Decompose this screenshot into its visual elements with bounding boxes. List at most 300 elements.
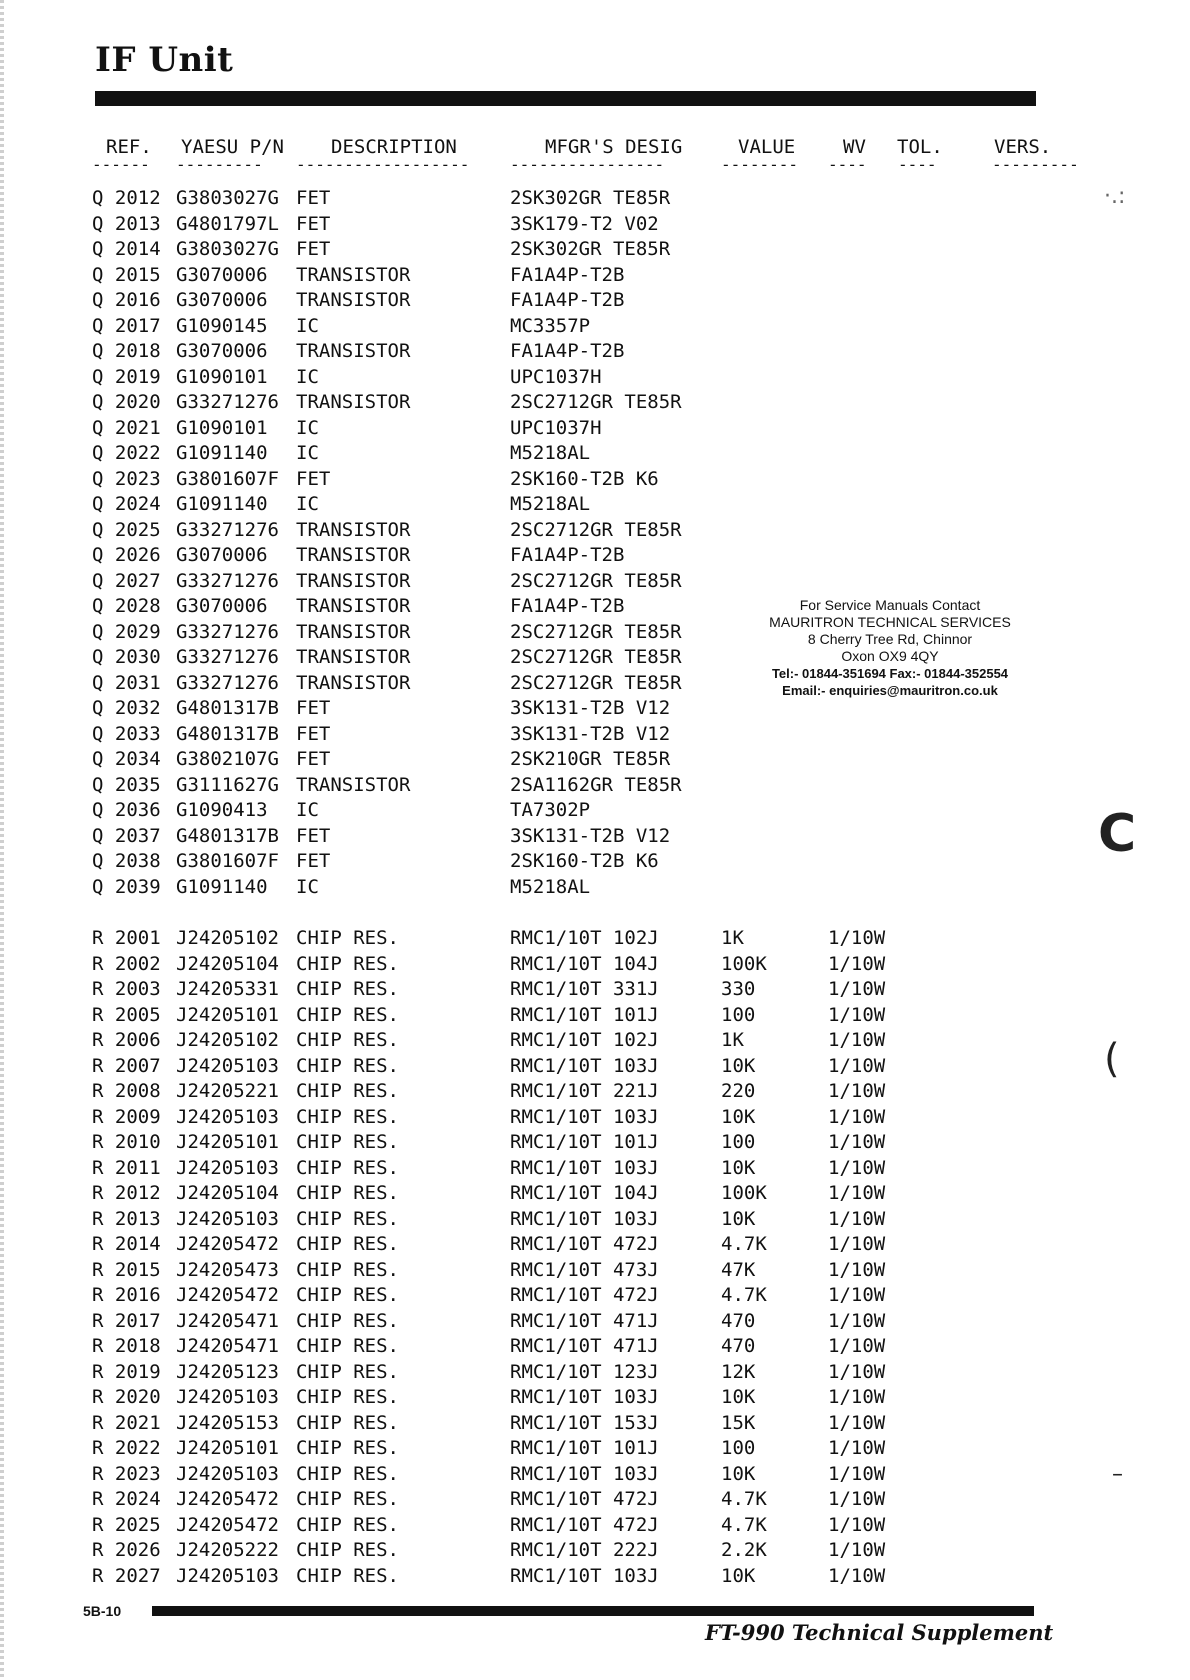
cell-value: 220 — [721, 1080, 756, 1102]
cell-mfgr: FA1A4P-T2B — [510, 289, 625, 311]
cell-mfgr: 3SK179-T2 V02 — [510, 212, 659, 235]
cell-desc: IC — [296, 875, 319, 898]
cell-mfgr: RMC1/10T 104J — [510, 952, 659, 975]
cell-desc: CHIP RES. — [296, 1131, 399, 1153]
cell-pn: J24205101 — [176, 1131, 279, 1153]
table-row — [0, 1105, 1190, 1130]
cell-desc: CHIP RES. — [296, 1029, 399, 1051]
table-row — [0, 1462, 1190, 1487]
dash-desc: ------------------ — [296, 155, 470, 174]
table-row — [0, 722, 1190, 747]
cell-pn: G4801317B — [176, 697, 279, 719]
cell-mfgr: RMC1/10T 331J — [510, 978, 659, 1000]
cell-desc: CHIP RES. — [296, 978, 399, 1000]
cell-desc: CHIP RES. — [296, 1284, 399, 1306]
cell-wv: 1/10W — [828, 1386, 886, 1408]
cell-desc: CHIP RES. — [296, 1411, 399, 1434]
cell-mfgr: RMC1/10T 103J — [510, 1054, 659, 1077]
cell-mfgr: RMC1/10T 473J — [510, 1258, 659, 1281]
header-desc: DESCRIPTION — [331, 136, 457, 158]
cell-pn: G3801607F — [176, 850, 279, 872]
cell-ref: Q 2028 — [92, 595, 161, 617]
cell-value: 15K — [721, 1411, 756, 1434]
cell-mfgr: M5218AL — [510, 493, 591, 515]
contact-line-1: For Service Manuals Contact — [799, 597, 981, 613]
table-row — [0, 1487, 1190, 1512]
cell-value: 4.7K — [721, 1488, 767, 1510]
table-row — [0, 186, 1190, 211]
cell-pn: J24205471 — [176, 1335, 279, 1357]
table-row — [0, 1360, 1190, 1385]
table-row — [0, 1309, 1190, 1334]
cell-ref: R 2002 — [92, 952, 161, 975]
cell-wv: 1/10W — [828, 1131, 886, 1153]
cell-value: 100K — [721, 952, 767, 975]
cell-ref: R 2022 — [92, 1437, 161, 1459]
cell-pn: G33271276 — [176, 646, 279, 668]
table-row — [0, 1513, 1190, 1538]
table-row — [0, 926, 1190, 951]
cell-ref: Q 2031 — [92, 671, 161, 694]
cell-desc: TRANSISTOR — [296, 340, 411, 362]
cell-mfgr: 3SK131-T2B V12 — [510, 722, 671, 745]
table-row — [0, 977, 1190, 1002]
cell-ref: Q 2021 — [92, 416, 161, 439]
cell-mfgr: RMC1/10T 103J — [510, 1564, 659, 1587]
cell-ref: Q 2030 — [92, 646, 161, 668]
table-row — [0, 1156, 1190, 1181]
cell-mfgr: 2SC2712GR TE85R — [510, 518, 682, 541]
cell-ref: Q 2026 — [92, 544, 161, 566]
cell-ref: Q 2018 — [92, 340, 161, 362]
cell-value: 47K — [721, 1258, 756, 1281]
cell-ref: R 2013 — [92, 1207, 161, 1230]
cell-pn: J24205123 — [176, 1360, 279, 1383]
cell-value: 12K — [721, 1360, 756, 1383]
cell-mfgr: RMC1/10T 221J — [510, 1080, 659, 1102]
table-row — [0, 390, 1190, 415]
table-row — [0, 237, 1190, 262]
cell-pn: G33271276 — [176, 391, 279, 413]
cell-value: 4.7K — [721, 1233, 767, 1255]
cell-desc: FET — [296, 467, 331, 490]
table-row — [0, 696, 1190, 721]
cell-ref: R 2017 — [92, 1309, 161, 1332]
cell-pn: J24205472 — [176, 1233, 279, 1255]
cell-value: 330 — [721, 978, 756, 1000]
cell-pn: J24205153 — [176, 1411, 279, 1434]
binder-hole-mark: ( — [1104, 1036, 1120, 1082]
table-row — [0, 416, 1190, 441]
cell-desc: CHIP RES. — [296, 1360, 399, 1383]
cell-ref: Q 2022 — [92, 442, 161, 464]
cell-desc: IC — [296, 416, 319, 439]
cell-ref: R 2018 — [92, 1335, 161, 1357]
cell-desc: IC — [296, 799, 319, 821]
table-row — [0, 212, 1190, 237]
cell-wv: 1/10W — [828, 1080, 886, 1102]
cell-mfgr: RMC1/10T 222J — [510, 1539, 659, 1561]
cell-pn: J24205103 — [176, 1156, 279, 1179]
cell-ref: R 2027 — [92, 1564, 161, 1587]
cell-pn: G1090101 — [176, 416, 268, 439]
cell-mfgr: FA1A4P-T2B — [510, 544, 625, 566]
table-row — [0, 1411, 1190, 1436]
cell-wv: 1/10W — [828, 1258, 886, 1281]
cell-mfgr: FA1A4P-T2B — [510, 340, 625, 362]
cell-mfgr: RMC1/10T 101J — [510, 1131, 659, 1153]
cell-pn: J24205103 — [176, 1564, 279, 1587]
contact-line-4: Oxon OX9 4QY — [841, 648, 939, 664]
cell-pn: J24205103 — [176, 1207, 279, 1230]
cell-ref: Q 2012 — [92, 187, 161, 209]
table-row — [0, 875, 1190, 900]
cell-ref: Q 2016 — [92, 289, 161, 311]
cell-desc: IC — [296, 442, 319, 464]
cell-ref: R 2011 — [92, 1156, 161, 1179]
cell-mfgr: RMC1/10T 103J — [510, 1207, 659, 1230]
cell-pn: J24205103 — [176, 1054, 279, 1077]
cell-ref: Q 2025 — [92, 518, 161, 541]
table-row — [0, 1079, 1190, 1104]
cell-wv: 1/10W — [828, 978, 886, 1000]
cell-ref: R 2019 — [92, 1360, 161, 1383]
header-vers: VERS. — [994, 136, 1052, 158]
cell-ref: R 2008 — [92, 1080, 161, 1102]
table-row — [0, 569, 1190, 594]
cell-desc: TRANSISTOR — [296, 646, 411, 668]
cell-desc: FET — [296, 722, 331, 745]
cell-ref: R 2012 — [92, 1182, 161, 1204]
cell-desc: TRANSISTOR — [296, 595, 411, 617]
table-row — [0, 492, 1190, 517]
cell-mfgr: FA1A4P-T2B — [510, 595, 625, 617]
cell-mfgr: 2SC2712GR TE85R — [510, 646, 682, 668]
contact-line-5: Tel:- 01844-351694 Fax:- 01844-352554 — [771, 666, 1009, 681]
cell-desc: CHIP RES. — [296, 1539, 399, 1561]
cell-ref: R 2016 — [92, 1284, 161, 1306]
scan-speck: ·.: — [1104, 184, 1126, 209]
cell-desc: CHIP RES. — [296, 1182, 399, 1204]
cell-pn: G3070006 — [176, 263, 268, 286]
cell-wv: 1/10W — [828, 1029, 886, 1051]
table-row — [0, 1054, 1190, 1079]
cell-desc: FET — [296, 212, 331, 235]
cell-desc: CHIP RES. — [296, 1488, 399, 1510]
table-row — [0, 952, 1190, 977]
cell-pn: G1090413 — [176, 799, 268, 821]
cell-ref: Q 2014 — [92, 238, 161, 260]
cell-mfgr: RMC1/10T 472J — [510, 1233, 659, 1255]
cell-pn: G3111627G — [176, 773, 279, 796]
cell-ref: Q 2013 — [92, 212, 161, 235]
cell-wv: 1/10W — [828, 1360, 886, 1383]
cell-mfgr: RMC1/10T 101J — [510, 1437, 659, 1459]
cell-pn: J24205104 — [176, 1182, 279, 1204]
cell-desc: CHIP RES. — [296, 1003, 399, 1026]
cell-ref: R 2015 — [92, 1258, 161, 1281]
contact-line-6: Email:- enquiries@mauritron.co.uk — [782, 683, 998, 698]
table-row — [0, 543, 1190, 568]
cell-mfgr: 2SC2712GR TE85R — [510, 391, 682, 413]
cell-mfgr: 3SK131-T2B V12 — [510, 697, 671, 719]
cell-desc: CHIP RES. — [296, 1080, 399, 1102]
table-row — [0, 1003, 1190, 1028]
cell-mfgr: MC3357P — [510, 314, 591, 337]
page-title: IF Unit — [95, 40, 234, 80]
cell-mfgr: 2SC2712GR TE85R — [510, 671, 682, 694]
cell-mfgr: M5218AL — [510, 875, 591, 898]
cell-desc: CHIP RES. — [296, 1564, 399, 1587]
cell-pn: G3802107G — [176, 748, 279, 770]
cell-value: 10K — [721, 1564, 756, 1587]
table-row — [0, 798, 1190, 823]
cell-ref: Q 2029 — [92, 620, 161, 643]
table-row — [0, 1564, 1190, 1589]
cell-mfgr: 2SK160-T2B K6 — [510, 850, 659, 872]
cell-mfgr: RMC1/10T 103J — [510, 1105, 659, 1128]
cell-desc: IC — [296, 365, 319, 388]
cell-ref: Q 2024 — [92, 493, 161, 515]
dash-vers: --------- — [992, 155, 1079, 174]
cell-pn: J24205103 — [176, 1105, 279, 1128]
cell-mfgr: RMC1/10T 472J — [510, 1284, 659, 1306]
cell-pn: G4801317B — [176, 722, 279, 745]
cell-mfgr: RMC1/10T 102J — [510, 927, 659, 949]
cell-pn: G1090101 — [176, 365, 268, 388]
cell-wv: 1/10W — [828, 1462, 886, 1485]
cell-ref: R 2026 — [92, 1539, 161, 1561]
cell-ref: Q 2036 — [92, 799, 161, 821]
cell-ref: Q 2015 — [92, 263, 161, 286]
table-row — [0, 773, 1190, 798]
table-row — [0, 441, 1190, 466]
cell-mfgr: 2SK302GR TE85R — [510, 187, 671, 209]
cell-desc: CHIP RES. — [296, 1105, 399, 1128]
cell-wv: 1/10W — [828, 1156, 886, 1179]
cell-desc: CHIP RES. — [296, 1258, 399, 1281]
table-row — [0, 365, 1190, 390]
cell-mfgr: UPC1037H — [510, 416, 602, 439]
cell-value: 100 — [721, 1437, 756, 1459]
table-row — [0, 1028, 1190, 1053]
cell-pn: J24205473 — [176, 1258, 279, 1281]
table-row — [0, 288, 1190, 313]
cell-pn: J24205331 — [176, 978, 279, 1000]
cell-desc: TRANSISTOR — [296, 620, 411, 643]
cell-mfgr: RMC1/10T 104J — [510, 1182, 659, 1204]
cell-ref: Q 2023 — [92, 467, 161, 490]
cell-desc: FET — [296, 824, 331, 847]
cell-mfgr: RMC1/10T 103J — [510, 1386, 659, 1408]
cell-desc: IC — [296, 493, 319, 515]
cell-wv: 1/10W — [828, 1182, 886, 1204]
table-row — [0, 518, 1190, 543]
dash-pn: --------- — [176, 155, 263, 174]
cell-pn: G4801317B — [176, 824, 279, 847]
cell-wv: 1/10W — [828, 1564, 886, 1587]
cell-ref: R 2001 — [92, 927, 161, 949]
header-pn: YAESU P/N — [181, 136, 284, 158]
cell-wv: 1/10W — [828, 952, 886, 975]
cell-ref: Q 2038 — [92, 850, 161, 872]
table-row — [0, 1207, 1190, 1232]
cell-pn: J24205221 — [176, 1080, 279, 1102]
bottom-rule — [152, 1606, 1034, 1616]
cell-ref: Q 2020 — [92, 391, 161, 413]
cell-pn: J24205471 — [176, 1309, 279, 1332]
table-row — [0, 1181, 1190, 1206]
dash-wv: ---- — [828, 155, 867, 174]
cell-desc: CHIP RES. — [296, 1462, 399, 1485]
table-row — [0, 1436, 1190, 1461]
table-row — [0, 1283, 1190, 1308]
cell-pn: J24205102 — [176, 1029, 279, 1051]
cell-wv: 1/10W — [828, 1233, 886, 1255]
cell-pn: J24205472 — [176, 1513, 279, 1536]
footer-title: FT-990 Technical Supplement — [705, 1620, 1054, 1645]
cell-ref: R 2024 — [92, 1488, 161, 1510]
cell-mfgr: UPC1037H — [510, 365, 602, 388]
cell-pn: J24205101 — [176, 1437, 279, 1459]
table-row — [0, 339, 1190, 364]
cell-desc: FET — [296, 697, 331, 719]
cell-desc: CHIP RES. — [296, 1513, 399, 1536]
cell-pn: G3070006 — [176, 595, 268, 617]
dash-tol: ---- — [898, 155, 937, 174]
cell-value: 100K — [721, 1182, 767, 1204]
cell-wv: 1/10W — [828, 1335, 886, 1357]
page-number: 5B-10 — [83, 1603, 122, 1619]
cell-pn: G4801797L — [176, 212, 279, 235]
cell-desc: CHIP RES. — [296, 1233, 399, 1255]
cell-desc: TRANSISTOR — [296, 671, 411, 694]
cell-wv: 1/10W — [828, 1437, 886, 1459]
cell-value: 10K — [721, 1054, 756, 1077]
cell-mfgr: RMC1/10T 153J — [510, 1411, 659, 1434]
cell-mfgr: RMC1/10T 101J — [510, 1003, 659, 1026]
cell-pn: G1091140 — [176, 442, 268, 464]
cell-pn: G33271276 — [176, 569, 279, 592]
cell-value: 10K — [721, 1207, 756, 1230]
cell-ref: R 2006 — [92, 1029, 161, 1051]
cell-value: 470 — [721, 1309, 756, 1332]
cell-mfgr: RMC1/10T 472J — [510, 1513, 659, 1536]
cell-ref: Q 2037 — [92, 824, 161, 847]
table-row — [0, 467, 1190, 492]
cell-pn: G1091140 — [176, 493, 268, 515]
cell-desc: CHIP RES. — [296, 1386, 399, 1408]
cell-mfgr: 2SK160-T2B K6 — [510, 467, 659, 490]
cell-pn: G33271276 — [176, 518, 279, 541]
cell-value: 2.2K — [721, 1539, 767, 1561]
cell-mfgr: RMC1/10T 471J — [510, 1309, 659, 1332]
cell-value: 100 — [721, 1131, 756, 1153]
cell-mfgr: TA7302P — [510, 799, 591, 821]
cell-value: 10K — [721, 1156, 756, 1179]
header-mfgr: MFGR'S DESIG — [545, 136, 683, 158]
cell-pn: J24205472 — [176, 1284, 279, 1306]
cell-pn: J24205104 — [176, 952, 279, 975]
table-row — [0, 824, 1190, 849]
cell-pn: G3070006 — [176, 340, 268, 362]
cell-pn: G3070006 — [176, 289, 268, 311]
cell-pn: G3801607F — [176, 467, 279, 490]
contact-line-3: 8 Cherry Tree Rd, Chinnor — [807, 631, 973, 647]
cell-desc: CHIP RES. — [296, 927, 399, 949]
cell-mfgr: 2SC2712GR TE85R — [510, 569, 682, 592]
dash-value: -------- — [721, 155, 799, 174]
cell-value: 470 — [721, 1335, 756, 1357]
cell-pn: G3803027G — [176, 238, 279, 260]
cell-ref: Q 2027 — [92, 569, 161, 592]
cell-desc: FET — [296, 850, 331, 872]
table-row — [0, 263, 1190, 288]
cell-pn: J24205102 — [176, 927, 279, 949]
cell-mfgr: RMC1/10T 102J — [510, 1029, 659, 1051]
cell-value: 10K — [721, 1462, 756, 1485]
cell-wv: 1/10W — [828, 1309, 886, 1332]
cell-ref: Q 2019 — [92, 365, 161, 388]
cell-wv: 1/10W — [828, 1207, 886, 1230]
cell-ref: R 2005 — [92, 1003, 161, 1026]
cell-wv: 1/10W — [828, 927, 886, 949]
cell-mfgr: RMC1/10T 472J — [510, 1488, 659, 1510]
cell-wv: 1/10W — [828, 1513, 886, 1536]
cell-desc: CHIP RES. — [296, 1207, 399, 1230]
cell-mfgr: M5218AL — [510, 442, 591, 464]
cell-mfgr: 2SK302GR TE85R — [510, 238, 671, 260]
table-row — [0, 314, 1190, 339]
cell-ref: R 2014 — [92, 1233, 161, 1255]
cell-ref: Q 2034 — [92, 748, 161, 770]
cell-mfgr: RMC1/10T 471J — [510, 1335, 659, 1357]
cell-pn: J24205103 — [176, 1386, 279, 1408]
cell-mfgr: RMC1/10T 123J — [510, 1360, 659, 1383]
table-row — [0, 1258, 1190, 1283]
cell-desc: TRANSISTOR — [296, 518, 411, 541]
cell-value: 4.7K — [721, 1284, 767, 1306]
cell-desc: TRANSISTOR — [296, 773, 411, 796]
cell-desc: CHIP RES. — [296, 1054, 399, 1077]
header-wv: WV — [843, 136, 866, 158]
cell-desc: TRANSISTOR — [296, 569, 411, 592]
cell-pn: G33271276 — [176, 671, 279, 694]
cell-desc: CHIP RES. — [296, 1335, 399, 1357]
cell-value: 4.7K — [721, 1513, 767, 1536]
header-underline — [0, 155, 1190, 174]
dash-mfgr: ---------------- — [510, 155, 665, 174]
cell-ref: Q 2017 — [92, 314, 161, 337]
header-value: VALUE — [738, 136, 796, 158]
cell-desc: CHIP RES. — [296, 1437, 399, 1459]
cell-wv: 1/10W — [828, 1054, 886, 1077]
cell-desc: TRANSISTOR — [296, 289, 411, 311]
cell-desc: FET — [296, 187, 331, 209]
binder-hole-mark: C — [1098, 804, 1137, 864]
cell-value: 1K — [721, 1029, 744, 1051]
table-row — [0, 1130, 1190, 1155]
cell-wv: 1/10W — [828, 1284, 886, 1306]
cell-ref: Q 2039 — [92, 875, 161, 898]
cell-ref: R 2007 — [92, 1054, 161, 1077]
cell-desc: TRANSISTOR — [296, 391, 411, 413]
table-row — [0, 747, 1190, 772]
cell-mfgr: 3SK131-T2B V12 — [510, 824, 671, 847]
cell-wv: 1/10W — [828, 1488, 886, 1510]
table-row — [0, 849, 1190, 874]
cell-ref: Q 2035 — [92, 773, 161, 796]
